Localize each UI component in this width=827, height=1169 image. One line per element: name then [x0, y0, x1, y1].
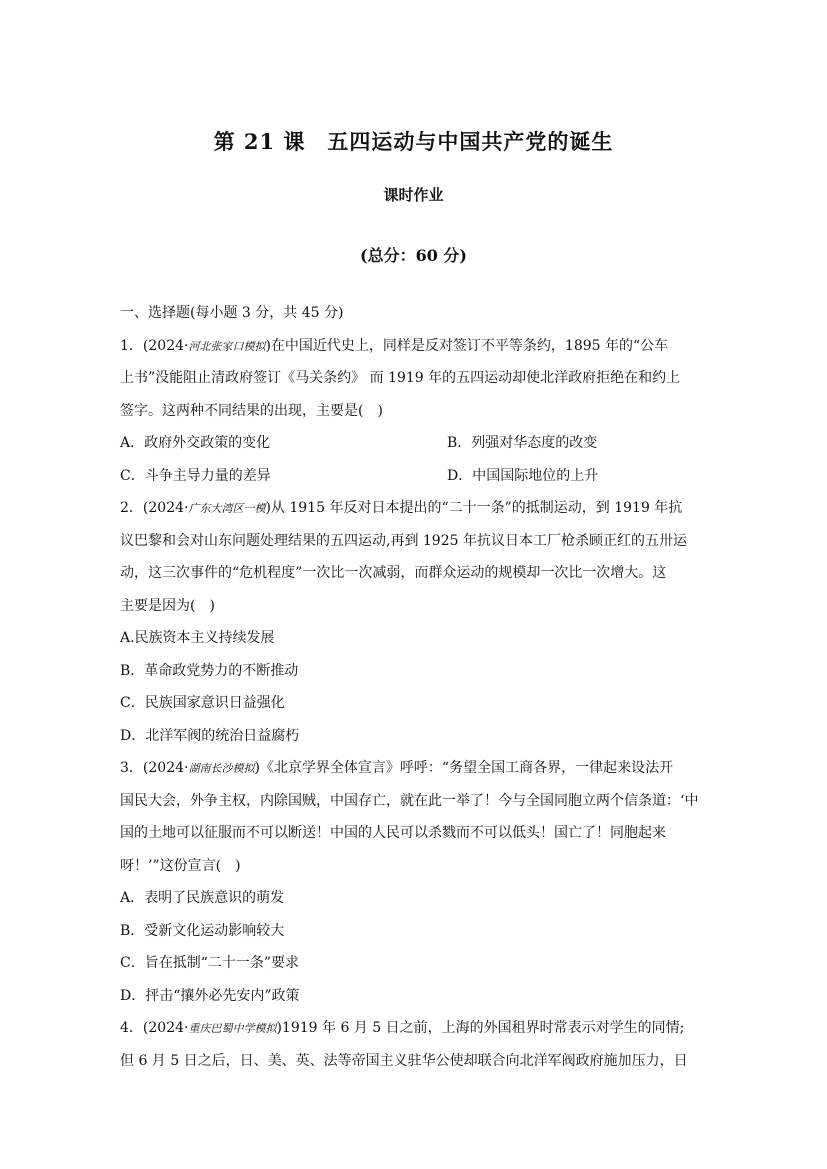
option-b[interactable]: B．革命政党势力的不断推动 [120, 662, 299, 679]
source-open: (2024· [142, 760, 189, 776]
question-source: 重庆巴蜀中学模拟 [188, 1022, 277, 1035]
total-score: (总分：60 分) [360, 246, 467, 265]
question-content [120, 297, 710, 1077]
option-c[interactable]: C．斗争主导力量的差异 [120, 467, 271, 484]
option-b[interactable]: B．列强对华态度的改变 [447, 435, 598, 451]
option-a[interactable]: A．表明了民族意识的萌发 [120, 890, 285, 906]
option-d[interactable]: D．抨击“攘外必先安内”政策 [120, 987, 300, 1004]
question-number: 2． [120, 500, 143, 516]
source-open: (2024· [142, 500, 189, 516]
option-a[interactable]: A.民族资本主义持续发展 [120, 630, 275, 646]
question-text: )在中国近代史上，同样是反对签订不平等条约，1895 年的“公车 [265, 337, 669, 354]
question-number: 1． [120, 337, 143, 354]
question-line: 国的土地可以征服而不可以断送！中国的人民可以杀戮而不可以低头！国亡了！同胞起来 [120, 825, 666, 841]
question-line: 动，这三次事件的“危机程度”一次比一次减弱，而群众运动的规模却一次比一次增大。这 [120, 565, 667, 581]
subtitle: 课时作业 [383, 186, 444, 204]
question-line [120, 752, 710, 785]
question-line [120, 492, 710, 525]
option-b[interactable]: B．受新文化运动影响较大 [120, 922, 285, 939]
question-line [120, 330, 710, 363]
question-source: 广东大湾区一模 [188, 502, 266, 515]
option-row [120, 427, 710, 460]
question-source: 河北张家口模拟 [188, 339, 266, 353]
question-line [120, 1012, 710, 1045]
section-heading: 一、选择题(每小题 3 分，共 45 分) [120, 305, 344, 321]
question-3 [120, 752, 710, 1012]
option-c[interactable]: C．旨在抵制“二十一条”要求 [120, 955, 300, 971]
question-4 [120, 1012, 710, 1077]
question-text: )《北京学界全体宣言》呼呼：“务望全国工商各界，一律起来设法开 [254, 760, 674, 776]
question-2 [120, 492, 710, 752]
question-line: 国民大会，外争主权，内除国贼，中国存亡，就在此一举了！今与全国同胞立两个信条道：‘中 [120, 792, 699, 809]
question-text: )从 1915 年反对日本提出的“二十一条”的抵制运动，到 1919 年抗 [265, 500, 683, 516]
page-title: 第 21 课 五四运动与中国共产党的诞生 [213, 129, 614, 154]
question-line: 签字。这两种不同结果的出现，主要是( ) [120, 402, 383, 419]
source-open: (2024· [142, 1020, 189, 1036]
question-1 [120, 330, 710, 493]
source-open: (2024· [142, 337, 189, 354]
question-line: 呀！’”这份宣言( ) [120, 857, 241, 874]
option-d[interactable]: D．中国国际地位的上升 [447, 467, 599, 484]
option-row [120, 460, 710, 493]
option-c[interactable]: C．民族国家意识日益强化 [120, 695, 285, 711]
question-line: 议巴黎和会对山东问题处理结果的五四运动,再到 1925 年抗议日本工厂枪杀顾正红的五卅运 [120, 532, 687, 549]
question-text: )1919 年 6 月 5 日之前，上海的外国租界时常表示对学生的同情; [276, 1020, 685, 1036]
question-source: 湖南长沙模拟 [188, 762, 255, 775]
question-line: 但 6 月 5 日之后，日、美、英、法等帝国主义驻华公使却联合向北洋军阀政府施加压力，日 [120, 1052, 688, 1069]
option-a[interactable]: A．政府外交政策的变化 [120, 435, 271, 451]
question-number: 4． [120, 1020, 143, 1036]
option-d[interactable]: D．北洋军阀的统治日益腐朽 [120, 727, 300, 744]
question-number: 3． [120, 760, 143, 776]
question-line: 上书”没能阻止清政府签订《马关条约》 而 1919 年的五四运动却使北洋政府拒绝在和约上 [120, 370, 681, 386]
question-line: 主要是因为( ) [120, 597, 215, 614]
